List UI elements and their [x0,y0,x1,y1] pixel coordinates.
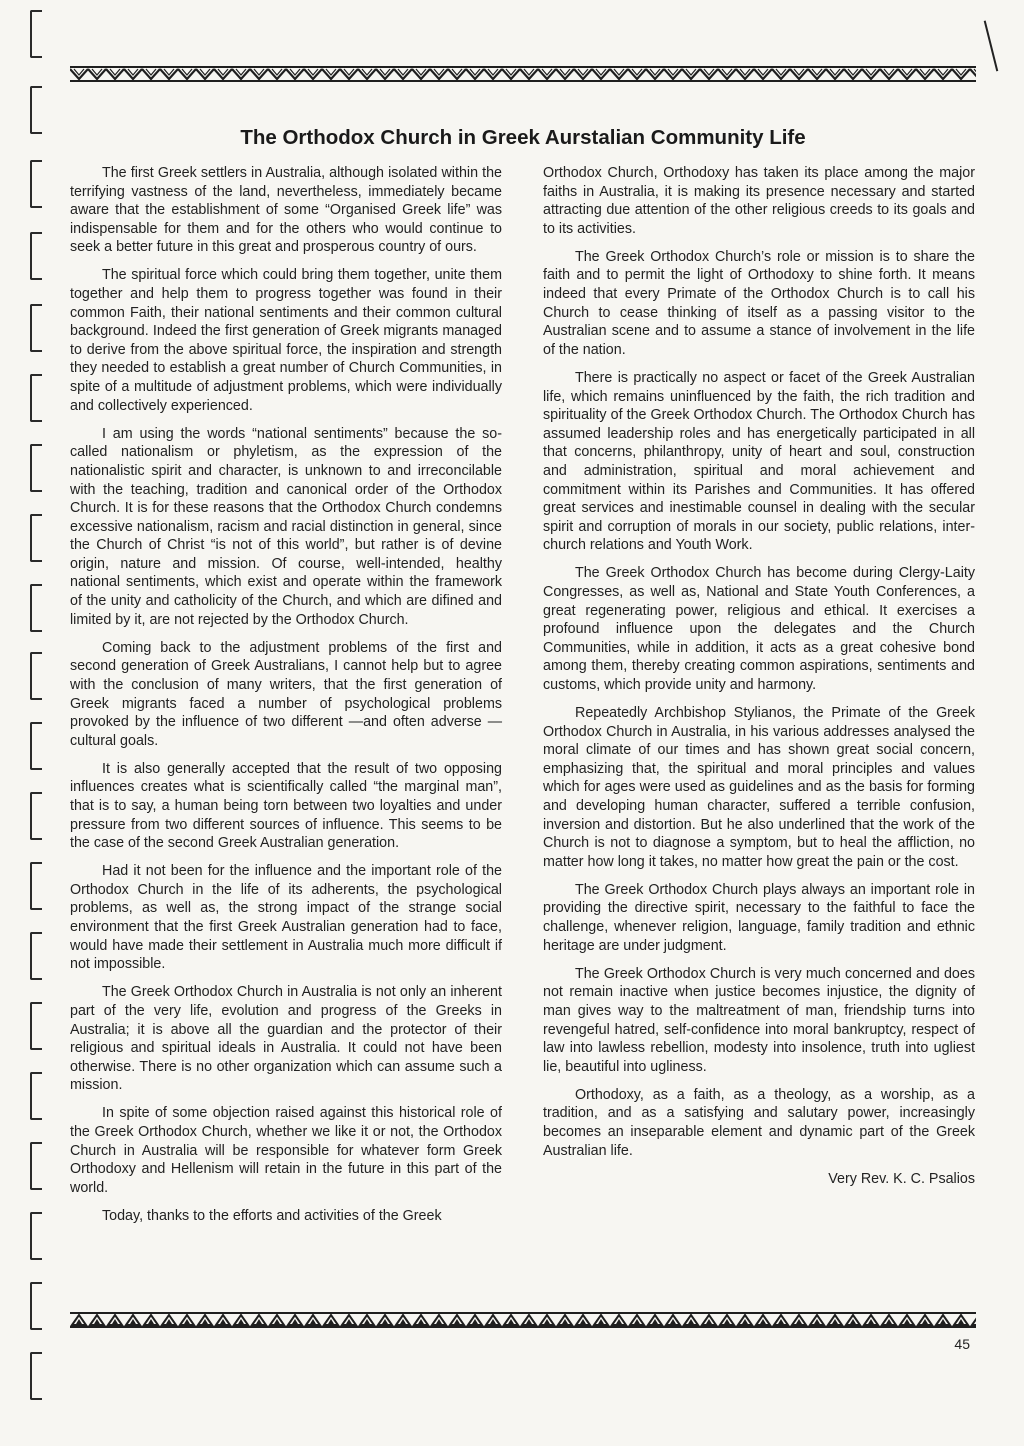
paragraph: The Greek Orthodox Church’s role or mission is to share the faith and to permit the light of Orthodoxy to shine forth. It means indeed that every Primate of the Orthodox Church is to call his Church to cease thinking of itself as a passing visitor to the Australian scene and to assume a stance of involvement in the life of the nation. [543,248,975,358]
binder-hole [30,86,42,134]
binder-hole [30,1142,42,1190]
paragraph: In spite of some objection raised against this historical role of the Greek Orthodox Church, whether we like it or not, the Orthodox Church in Australia will be responsible for whatever form Greek Orthodoxy and Hellenism will retain in the future in this part of the world. [70,1105,502,1196]
paragraph: Coming back to the adjustment problems of the first and second generation of Greek Australians, I cannot help but to agree with the conclusion of many writers, that the first generation of Greek migrants faced a number of psychological problems provoked by the influence of two different —and often adverse — cultural goals. [70,639,502,749]
top-ornament-band [70,66,976,82]
bottom-ornament-band [70,1312,976,1328]
paragraph: The Greek Orthodox Church in Australia is not only an inherent part of the very life, evolution and progress of the Greeks in Australia; it is above all the guardian and the protector of their religious and spiritual ideals in Australia. It could not have been otherwise. There is no other organization which can assume such a mission. [70,984,502,1094]
paragraph: There is practically no aspect or facet of the Greek Australian life, which remains uninfluenced by the faith, the rich tradition and spirituality of the Greek Orthodox Church. The Orthodox Church has assumed leadership roles and has energetically participated in all that concerns, philanthropy, unity of heart and soul, construction and administration, spiritual and moral achievement and commitment within its Parishes and Communities. It has offered great services and inestimable counsel in dealing with the secular spirit and corruption of morals in our society, public relations, inter-church relations and Youth Work. [543,369,975,554]
paragraph-continuation: Orthodox Church, Orthodoxy has taken its place among the major faiths in Australia, it is making its presence necessary and started attracting due attention of the other religious creeds to its goals and to its activities. [543,165,975,237]
binder-hole [30,374,42,422]
binder-hole [30,1002,42,1050]
binder-hole [30,1212,42,1260]
binder-hole [30,862,42,910]
scan-mark [984,21,998,72]
binder-holes [22,0,48,1446]
binder-hole [30,444,42,492]
binder-hole [30,1352,42,1400]
paragraph: The Greek Orthodox Church is very much concerned and does not remain inactive when justice becomes injustice, the dignity of man gives way to the maltreatment of man, friendship turns into revengeful hatred, self-confidence into moral bankruptcy, respect of law into lawless rebellion, modesty into insolence, truth into ugliest lie, beautiful into ugliness. [543,965,975,1075]
page-number: 45 [954,1336,970,1352]
paragraph: It is also generally accepted that the result of two opposing influences creates what is scientifically called “the marginal man”, that is to say, a human being torn between two loyalties and under pressure from two different sources of influence. This seems to be the case of the second Greek Australian generation. [70,760,502,852]
paragraph: Today, thanks to the efforts and activities of the Greek [102,1207,442,1224]
right-column [543,164,975,1188]
article-title: The Orthodox Church in Greek Aurstalian Community Life [240,125,806,149]
paragraph: I am using the words “national sentiments” because the so-called nationalism or phyletism, as the expression of the nationalistic spirit and character, is unknown to and irreconcilable with the teaching, tradition and canonical order of the Orthodox Church. It is for these reasons that the Orthodox Church condemns excessive nationalism, racism and racial distinction in general, since the Church of Christ “is not of this world”, but rather is of devine origin, nature and mission. Of course, well-intended, healthy national sentiments, which exist and operate within the framework of the unity and catholicity of the Church, and which are difined and limited by it, are not rejected by the Orthodox Church. [70,425,502,628]
binder-hole [30,722,42,770]
binder-hole [30,160,42,208]
binder-hole [30,10,42,58]
paragraph: Had it not been for the influence and the important role of the Orthodox Church in the life of its adherents, the psychological problems, as well as, the strong impact of the strange social environment that the first Greek Australian generation had to face, would have made their settlement in Australia much more difficult if not impossible. [70,863,502,973]
binder-hole [30,304,42,352]
triangle-ornament-icon [70,1312,976,1328]
binder-hole [30,932,42,980]
paragraph: The spiritual force which could bring them together, unite them together and help them to progress together was found in their common Faith, their national sentiments and their common cultural background. Indeed the first generation of Greek migrants managed to derive from the above spiritual force, the inspiration and strength they needed to establish a great number of Church Communities, in spite of a multitude of adjustment problems, which were individually and collectively experienced. [70,267,502,414]
paragraph: The Greek Orthodox Church has become during Clergy-Laity Congresses, as well as, National and State Youth Conferences, a great regenerating power, religious and ethical. It exercises a profound influence upon the delegates and the Church Communities, while in addition, it acts as a great cohesive bond among them, thereby creating common aspirations, sentiments and customs, which provide unity and harmony. [543,565,975,693]
binder-hole [30,652,42,700]
binder-hole [30,584,42,632]
binder-hole [30,514,42,562]
binder-hole [30,232,42,280]
binder-hole [30,1282,42,1330]
author-signature: Very Rev. K. C. Psalios [828,1170,975,1187]
left-column [70,164,502,1235]
paragraph: Repeatedly Archbishop Stylianos, the Primate of the Greek Orthodox Church in Australia, in his various addresses analysed the moral climate of our times and has shown great social concern, emphasizing that, the spiritual and moral principles and values which for ages were used as guidelines and as the basis for forming and developing human character, suffered a terrible confusion, inversion and distortion. But he also underlined that the work of the Church is not to diagnose a symptom, but to heal the affliction, no matter how long it takes, no matter how great the pain or the cost. [543,705,975,870]
binder-hole [30,1072,42,1120]
binder-hole [30,792,42,840]
zigzag-ornament-icon [70,66,976,82]
paragraph: The Greek Orthodox Church plays always an important role in providing the directive spirit, necessary to the faithful to face the challenge, whenever religion, language, family tradition and ethnic heritage are under judgment. [543,881,975,954]
paragraph: Orthodoxy, as a faith, as a theology, as a worship, as a tradition, and as a satisfying and salutary power, increasingly becomes an inseparable element and dynamic part of the Greek Australian life. [543,1086,975,1159]
paragraph: The first Greek settlers in Australia, although isolated within the terrifying vastness of the land, nevertheless, immediately became aware that the establishment of some “Organised Greek life” was indispensable for them and for the others who would continue to seek a better future in this great and prosperous country of ours. [70,165,502,256]
